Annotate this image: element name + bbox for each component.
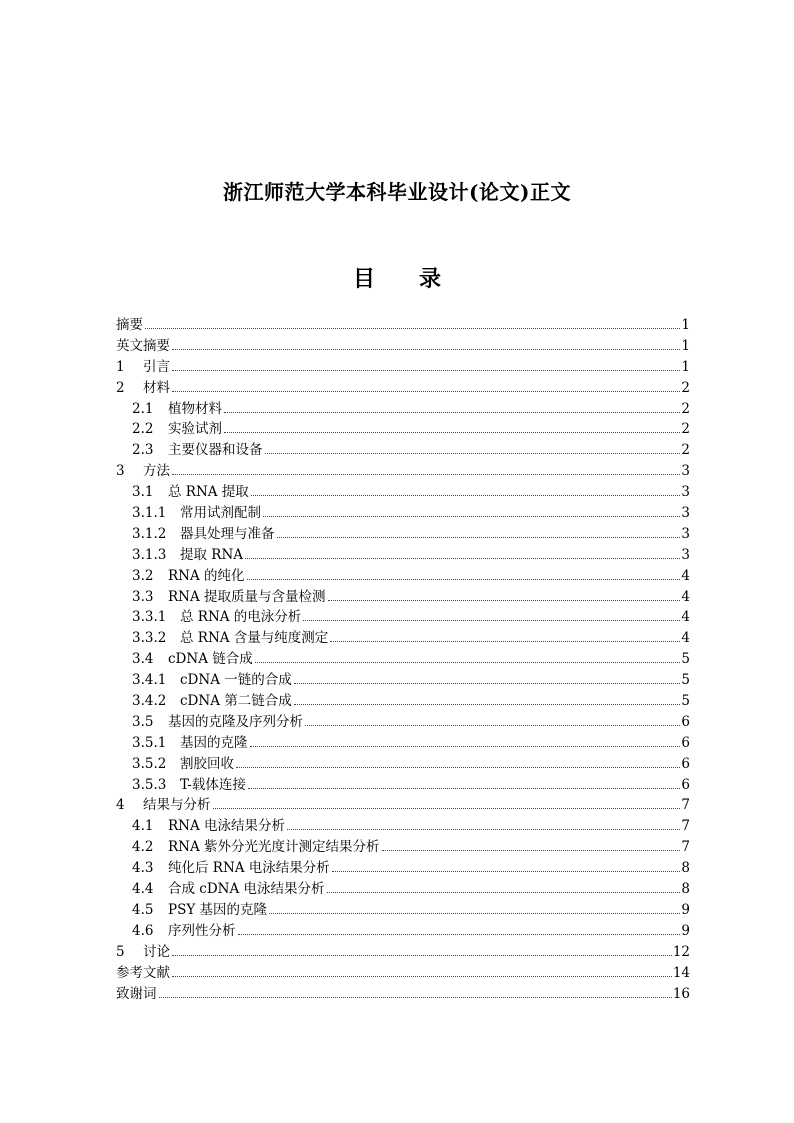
toc-leader-dots (303, 619, 680, 621)
toc-entry-number: 3.3 (132, 588, 154, 605)
toc-entry[interactable] (116, 670, 690, 691)
toc-entry[interactable] (116, 733, 690, 754)
toc-leader-dots (145, 327, 680, 329)
toc-entry[interactable] (116, 795, 690, 816)
toc-entry-title: 方法 (143, 463, 170, 480)
toc-entry-title: 结果与分析 (143, 797, 211, 814)
toc-entry-page: 14 (672, 964, 690, 981)
toc-entry-title: cDNA 第二链合成 (180, 693, 292, 710)
toc-entry-page: 6 (681, 755, 690, 772)
toc-entry-title: 常用试剂配制 (180, 505, 261, 522)
toc-entry[interactable] (116, 524, 690, 545)
toc-entry[interactable] (116, 754, 690, 775)
toc-entry-page: 12 (672, 943, 690, 960)
toc-heading (0, 262, 794, 293)
toc-leader-dots (236, 766, 680, 768)
toc-leader-dots (172, 975, 672, 977)
toc-entry-title: T-载体连接 (180, 776, 246, 793)
toc-entry-page: 7 (681, 818, 690, 835)
toc-entry-title: 材料 (143, 379, 170, 396)
toc-entry-title: 割胶回收 (180, 755, 234, 772)
toc-entry-number: 4.6 (132, 922, 154, 939)
toc-entry-page: 7 (681, 839, 690, 856)
toc-entry[interactable] (116, 440, 690, 461)
toc-entry-title: 基因的克隆 (180, 734, 248, 751)
toc-entry-number: 4 (116, 797, 125, 814)
toc-entry[interactable] (116, 879, 690, 900)
toc-entry-title: 讨论 (143, 943, 170, 960)
toc-leader-dots (269, 912, 680, 914)
toc-heading-left: 目 (352, 266, 375, 292)
toc-entry-title: RNA 电泳结果分析 (168, 818, 286, 835)
toc-leader-dots (172, 954, 672, 956)
toc-entry[interactable] (116, 816, 690, 837)
toc-entry[interactable] (116, 837, 690, 858)
toc-entry-title: 总 RNA 的电泳分析 (180, 609, 302, 626)
toc-entry-page: 8 (681, 860, 690, 877)
toc-entry-title: 序列性分析 (168, 922, 236, 939)
toc-entry-page: 2 (681, 379, 690, 396)
toc-entry-title: 植物材料 (168, 400, 222, 417)
toc-entry-number: 3.5 (132, 713, 154, 730)
toc-leader-dots (248, 787, 681, 789)
toc-leader-dots (250, 745, 681, 747)
toc-entry[interactable] (116, 691, 690, 712)
toc-entry-page: 1 (681, 337, 690, 354)
toc-entry-page: 8 (681, 881, 690, 898)
toc-leader-dots (224, 411, 680, 413)
toc-entry[interactable] (116, 461, 690, 482)
toc-entry-title: RNA 的纯化 (168, 567, 245, 584)
toc-entry-number: 4.5 (132, 901, 154, 918)
toc-entry-number: 2.3 (132, 442, 154, 459)
toc-entry[interactable] (116, 921, 690, 942)
toc-entry-page: 3 (681, 525, 690, 542)
toc-entry-title: 纯化后 RNA 电泳结果分析 (168, 860, 330, 877)
toc-entry[interactable] (116, 628, 690, 649)
toc-entry-page: 4 (681, 588, 690, 605)
toc-entry-page: 9 (681, 922, 690, 939)
toc-entry[interactable] (116, 775, 690, 796)
toc-entry[interactable] (116, 587, 690, 608)
toc-entry[interactable] (116, 503, 690, 524)
toc-entry-page: 5 (681, 693, 690, 710)
toc-leader-dots (277, 536, 681, 538)
toc-entry-page: 6 (681, 734, 690, 751)
toc-entry-number: 3.3.2 (132, 630, 167, 647)
toc-leader-dots (224, 431, 680, 433)
toc-leader-dots (265, 452, 681, 454)
toc-entry-number: 3.4.2 (132, 693, 167, 710)
toc-entry[interactable] (116, 482, 690, 503)
toc-entry-page: 4 (681, 630, 690, 647)
toc-entry-title: 提取 RNA (180, 546, 244, 563)
toc-leader-dots (172, 348, 680, 350)
toc-entry-page: 3 (681, 505, 690, 522)
toc-entry-page: 5 (681, 651, 690, 668)
toc-entry-number: 3.2 (132, 567, 154, 584)
toc-entry-title: 摘要 (116, 317, 143, 333)
toc-leader-dots (382, 849, 681, 851)
toc-entry-page: 3 (681, 546, 690, 563)
toc-entry-page: 3 (681, 463, 690, 480)
toc-entry-number: 3.1.1 (132, 505, 167, 522)
toc-entry-title: 总 RNA 含量与纯度测定 (180, 630, 329, 647)
toc-entry-number: 2 (116, 379, 125, 396)
toc-entry-title: 总 RNA 提取 (168, 484, 249, 501)
toc-entry-page: 3 (681, 484, 690, 501)
toc-leader-dots (263, 515, 680, 517)
toc-entry-title: 基因的克隆及序列分析 (168, 713, 303, 730)
toc-entry-page: 4 (681, 609, 690, 626)
page-title: 浙江师范大学本科毕业设计(论文)正文 (223, 180, 571, 204)
toc-entry[interactable] (116, 399, 690, 420)
toc-entry-page: 7 (681, 797, 690, 814)
toc-entry-title: RNA 紫外分光光度计测定结果分析 (168, 839, 380, 856)
toc-leader-dots (255, 661, 681, 663)
toc-entry[interactable] (116, 942, 690, 963)
toc-leader-dots (251, 494, 681, 496)
toc-entry[interactable] (116, 315, 690, 336)
toc-entry[interactable] (116, 607, 690, 628)
toc-entry-number: 4.2 (132, 839, 154, 856)
toc-entry[interactable] (116, 378, 690, 399)
toc-entry[interactable] (116, 336, 690, 357)
toc-entry-number: 2.2 (132, 421, 154, 438)
toc-leader-dots (332, 870, 681, 872)
toc-entry-number: 3.5.3 (132, 776, 167, 793)
toc-entry-page: 2 (681, 400, 690, 417)
toc-leader-dots (172, 473, 680, 475)
toc-entry-number: 4.3 (132, 860, 154, 877)
toc-entry[interactable] (116, 712, 690, 733)
toc-entry-title: RNA 提取质量与含量检测 (168, 588, 326, 605)
toc-entry-page: 1 (681, 358, 690, 375)
toc-entry-title: PSY 基因的克隆 (168, 901, 268, 918)
toc-entry-number: 3.1.3 (132, 546, 167, 563)
toc-entry-number: 3 (116, 463, 125, 480)
toc-leader-dots (172, 369, 680, 371)
toc-entry[interactable] (116, 900, 690, 921)
toc-entry-number: 3.1 (132, 484, 154, 501)
table-of-contents (116, 315, 690, 1004)
toc-leader-dots (305, 724, 680, 726)
toc-entry[interactable] (116, 566, 690, 587)
toc-entry[interactable] (116, 649, 690, 670)
toc-entry-title: 致谢词 (116, 985, 157, 1002)
toc-entry-title: 主要仪器和设备 (168, 442, 263, 459)
toc-leader-dots (172, 390, 680, 392)
toc-entry-page: 2 (681, 442, 690, 459)
toc-entry-page: 1 (681, 317, 690, 333)
toc-entry-number: 4.1 (132, 818, 154, 835)
toc-entry-page: 2 (681, 421, 690, 438)
toc-entry-number: 3.5.1 (132, 734, 167, 751)
toc-leader-dots (238, 933, 681, 935)
toc-entry-title: 器具处理与准备 (180, 525, 275, 542)
toc-entry-page: 6 (681, 713, 690, 730)
toc-leader-dots (213, 807, 681, 809)
toc-entry-title: cDNA 一链的合成 (180, 672, 292, 689)
toc-leader-dots (330, 640, 680, 642)
toc-entry-number: 2.1 (132, 400, 154, 417)
toc-entry-title: 英文摘要 (116, 337, 170, 354)
toc-leader-dots (327, 891, 681, 893)
toc-entry-number: 3.1.2 (132, 525, 167, 542)
toc-leader-dots (294, 682, 681, 684)
toc-entry[interactable] (116, 419, 690, 440)
toc-entry-page: 9 (681, 901, 690, 918)
toc-entry[interactable] (116, 858, 690, 879)
toc-entry-page: 4 (681, 567, 690, 584)
toc-entry-page: 6 (681, 776, 690, 793)
toc-entry[interactable] (116, 357, 690, 378)
toc-leader-dots (247, 578, 681, 580)
toc-entry-number: 4.4 (132, 881, 154, 898)
toc-entry-title: 合成 cDNA 电泳结果分析 (168, 881, 325, 898)
toc-leader-dots (287, 828, 680, 830)
toc-entry-number: 3.5.2 (132, 755, 167, 772)
toc-entry-page: 16 (672, 985, 690, 1002)
toc-entry-page: 5 (681, 672, 690, 689)
toc-leader-dots (294, 703, 681, 705)
toc-entry[interactable] (116, 984, 690, 1005)
toc-entry-title: 实验试剂 (168, 421, 222, 438)
toc-heading-right: 录 (419, 266, 442, 292)
toc-leader-dots (159, 996, 672, 998)
toc-entry-number: 1 (116, 358, 125, 375)
toc-leader-dots (245, 557, 680, 559)
toc-entry-number: 3.4 (132, 651, 154, 668)
toc-entry-title: cDNA 链合成 (168, 651, 253, 668)
toc-entry-number: 3.3.1 (132, 609, 167, 626)
toc-leader-dots (328, 599, 681, 601)
toc-entry-number: 5 (116, 943, 125, 960)
toc-entry[interactable] (116, 963, 690, 984)
toc-entry[interactable] (116, 545, 690, 566)
toc-entry-number: 3.4.1 (132, 672, 167, 689)
toc-entry-title: 参考文献 (116, 964, 170, 981)
toc-entry-title: 引言 (143, 358, 170, 375)
